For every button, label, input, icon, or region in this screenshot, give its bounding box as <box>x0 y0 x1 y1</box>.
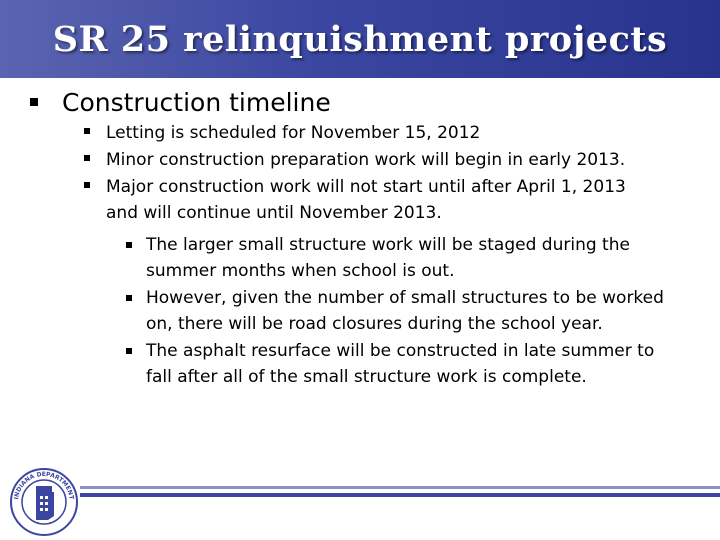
bullet-text: Minor construction preparation work will begin in early 2013. <box>106 150 626 170</box>
bullet-major-construction <box>84 174 654 226</box>
bullet-text: The asphalt resurface will be constructed in late summer to fall after all of the small structure work is complete. <box>146 341 655 387</box>
square-bullet-icon <box>84 128 90 134</box>
indot-seal-icon <box>8 466 80 538</box>
square-bullet-icon <box>126 295 132 301</box>
bullet-text: Letting is scheduled for November 15, 2012 <box>106 123 481 143</box>
bullet-text: Major construction work will not start until after April 1, 2013 and will continue until November 2013. <box>106 177 626 223</box>
square-bullet-icon <box>84 155 90 161</box>
square-bullet-icon <box>126 242 132 248</box>
square-bullet-icon <box>84 182 90 188</box>
bullet-text: However, given the number of small structures to be worked on, there will be road closures during the school year. <box>146 288 664 334</box>
bullet-text: Construction timeline <box>62 88 331 117</box>
slide-title: SR 25 relinquishment projects <box>52 18 668 60</box>
sub-bullet-asphalt <box>126 338 676 390</box>
bullet-letting <box>84 120 684 146</box>
footer-rule <box>80 486 720 500</box>
sub-bullet-road-closures <box>126 285 686 337</box>
bullet-text: The larger small structure work will be staged during the summer months when school is out. <box>146 235 630 281</box>
sub-bullet-larger-structure <box>126 232 676 284</box>
square-bullet-icon <box>30 98 38 106</box>
title-bar <box>0 0 720 78</box>
bullet-construction-timeline <box>30 86 331 120</box>
svg-text:INDIANA DEPARTMENT: INDIANA DEPARTMENT <box>13 470 75 500</box>
square-bullet-icon <box>126 348 132 354</box>
bullet-minor-construction <box>84 147 684 173</box>
